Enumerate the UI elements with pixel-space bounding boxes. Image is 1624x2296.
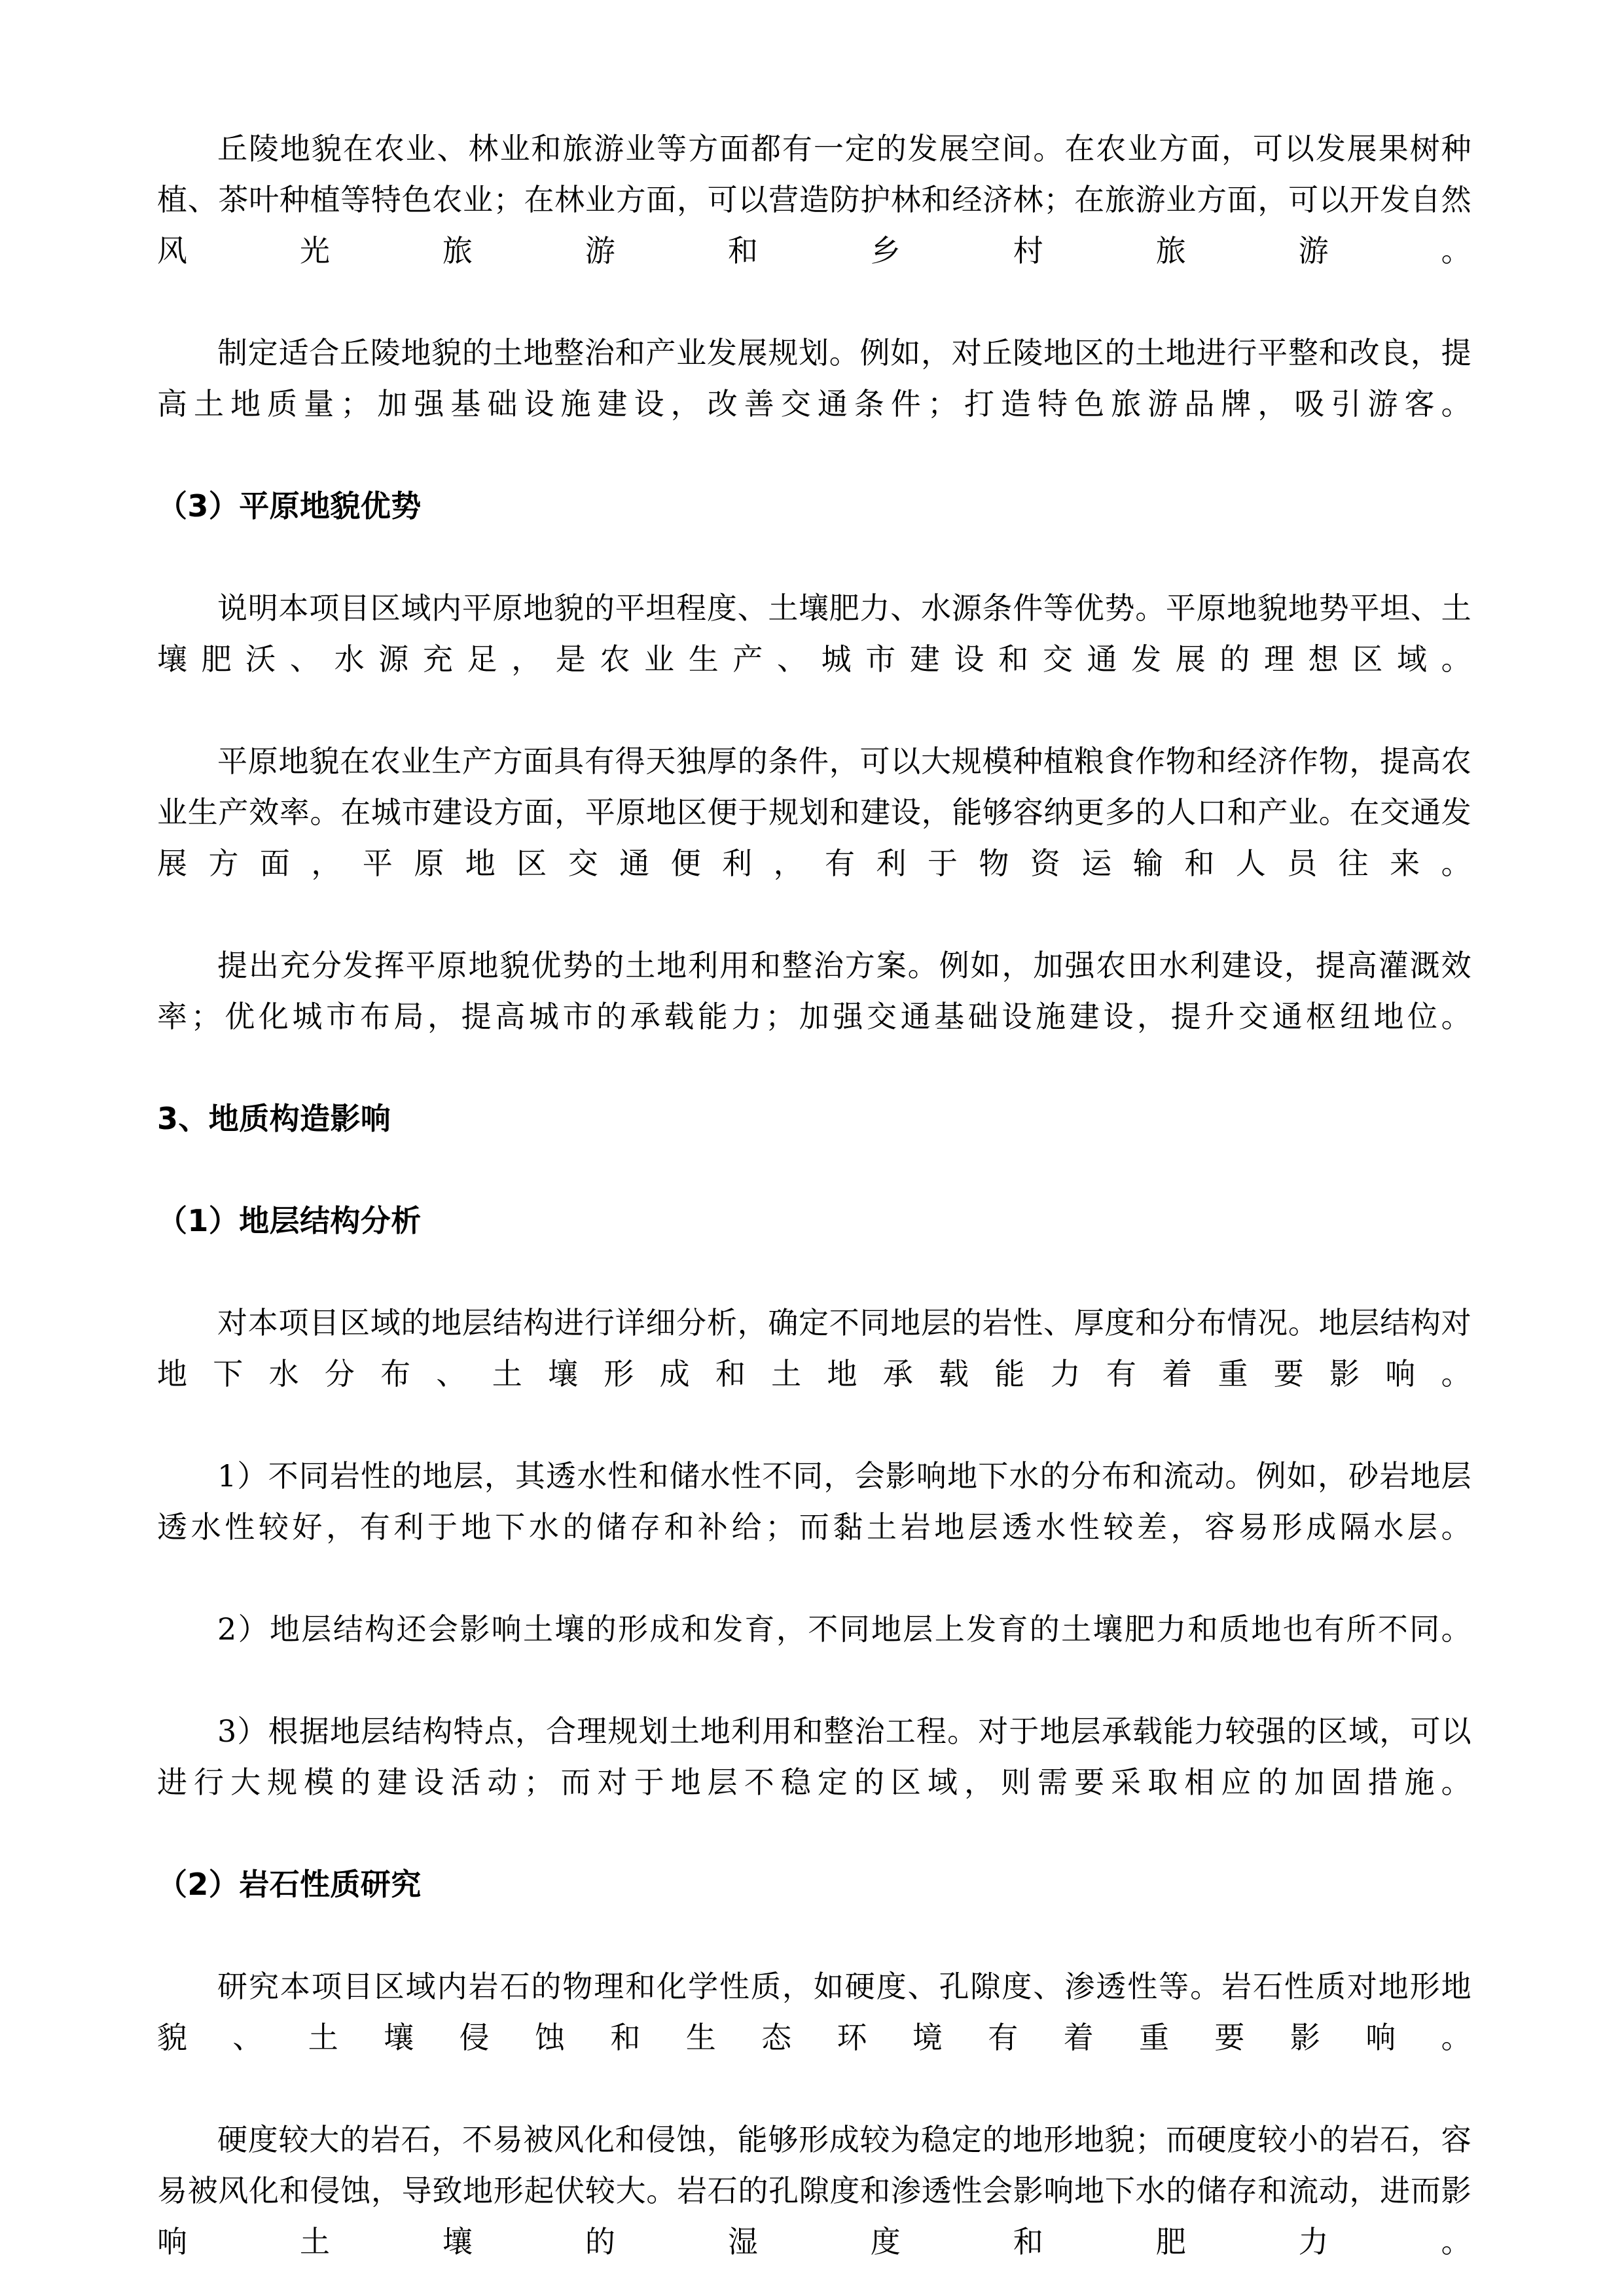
paragraph-stratum-analysis-intro: 对本项目区域的地层结构进行详细分析，确定不同地层的岩性、厚度和分布情况。地层结构对地下水分布、土壤形成和土地承载能力有着重要影响。 — [157, 1305, 1471, 1391]
heading-plain-landform-advantage: （3）平原地貌优势 — [157, 488, 422, 524]
paragraph-plain-land-use-plan: 提出充分发挥平原地貌优势的土地利用和整治方案。例如，加强农田水利建设，提高灌溉效率；优化城市布局，提高城市的承载能力；加强交通基础设施建设，提升交通枢纽地位。 — [157, 948, 1471, 1034]
paragraph-hilly-planning: 制定适合丘陵地貌的土地整治和产业发展规划。例如，对丘陵地区的土地进行平整和改良，提高土地质量；加强基础设施建设，改善交通条件；打造特色旅游品牌，吸引游客。 — [157, 335, 1471, 422]
heading-stratum-structure-analysis: （1）地层结构分析 — [157, 1203, 422, 1238]
list-item-stratum-soil-formation: 2）地层结构还会影响土壤的形成和发育，不同地层上发育的土壤肥力和质地也有所不同。 — [217, 1611, 1471, 1647]
page-body — [157, 123, 1471, 2296]
paragraph-plain-advantage-overview: 说明本项目区域内平原地貌的平坦程度、土壤肥力、水源条件等优势。平原地貌地势平坦、土壤肥沃、水源充足，是农业生产、城市建设和交通发展的理想区域。 — [157, 590, 1471, 677]
heading-rock-property-research: （2）岩石性质研究 — [157, 1867, 422, 1902]
paragraph-plain-agriculture-city-transport: 平原地貌在农业生产方面具有得天独厚的条件，可以大规模种植粮食作物和经济作物，提高农业生产效率。在城市建设方面，平原地区便于规划和建设，能够容纳更多的人口和产业。在交通发展方面，平原地区交通便利，有利于物资运输和人员往来。 — [157, 744, 1471, 881]
list-item-stratum-land-use-planning: 3）根据地层结构特点，合理规划土地利用和整治工程。对于地层承载能力较强的区域，可以进行大规模的建设活动；而对于地层不稳定的区域，则需要采取相应的加固措施。 — [157, 1713, 1471, 1800]
paragraph-rock-property-intro: 研究本项目区域内岩石的物理和化学性质，如硬度、孔隙度、渗透性等。岩石性质对地形地貌、土壤侵蚀和生态环境有着重要影响。 — [157, 1969, 1471, 2055]
heading-geological-structure-impact: 3、地质构造影响 — [157, 1101, 391, 1136]
paragraph-rock-hardness-effects: 硬度较大的岩石，不易被风化和侵蚀，能够形成较为稳定的地形地貌；而硬度较小的岩石，容易被风化和侵蚀，导致地形起伏较大。岩石的孔隙度和渗透性会影响地下水的储存和流动，进而影响土壤的湿度和肥力。 — [157, 2122, 1471, 2259]
list-item-stratum-permeability: 1）不同岩性的地层，其透水性和储水性不同，会影响地下水的分布和流动。例如，砂岩地层透水性较好，有利于地下水的储存和补给；而黏土岩地层透水性较差，容易形成隔水层。 — [157, 1458, 1471, 1545]
paragraph-hilly-development: 丘陵地貌在农业、林业和旅游业等方面都有一定的发展空间。在农业方面，可以发展果树种植、茶叶种植等特色农业；在林业方面，可以营造防护林和经济林；在旅游业方面，可以开发自然风光旅游和乡村旅游。 — [157, 131, 1471, 268]
